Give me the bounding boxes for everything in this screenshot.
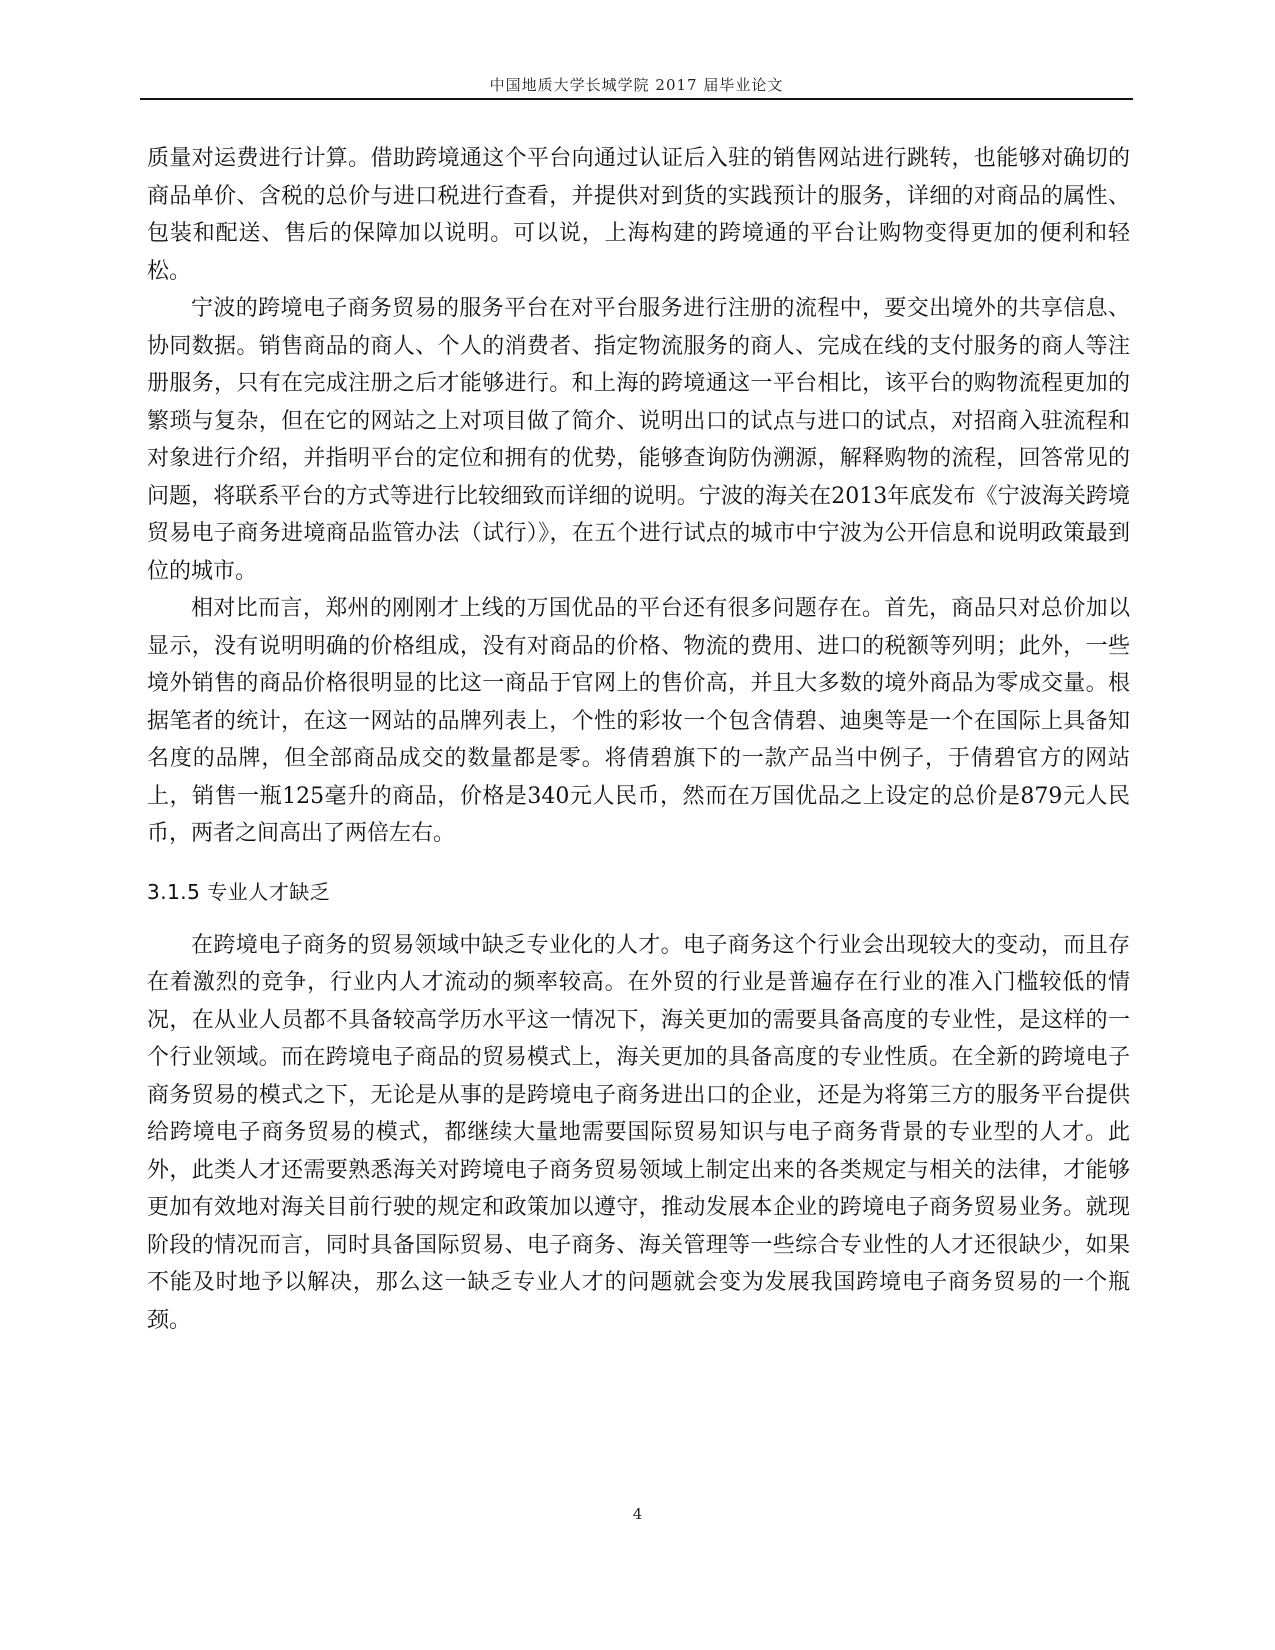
page-body [147,140,1130,1339]
body-paragraph: 质量对运费进行计算。借助跨境通这个平台向通过认证后入驻的销售网站进行跳转，也能够对确切的商品单价、含税的总价与进口税进行查看，并提供对到货的实践预计的服务，详细的对商品的属性、包装和配送、售后的保障加以说明。可以说，上海构建的跨境通的平台让购物变得更加的便利和轻松。 [147,146,1130,284]
body-paragraph: 相对比而言，郑州的刚刚才上线的万国优品的平台还有很多问题存在。首先，商品只对总价加以显示，没有说明明确的价格组成，没有对商品的价格、物流的费用、进口的税额等列明；此外，一些境外销售的商品价格很明显的比这一商品于官网上的售价高，并且大多数的境外商品为零成交量。根据笔者的统计，在这一网站的品牌列表上，个性的彩妆一个包含倩碧、迪奥等是一个在国际上具备知名度的品牌，但全部商品成交的数量都是零。将倩碧旗下的一款产品当中例子，于倩碧官方的网站上，销售一瓶125毫升的商品，价格是340元人民币，然而在万国优品之上设定的总价是879元人民币，两者之间高出了两倍左右。 [147,596,1130,846]
running-header: 中国地质大学长城学院 2017 届毕业论文 [489,76,784,94]
body-paragraph: 在跨境电子商务的贸易领域中缺乏专业化的人才。电子商务这个行业会出现较大的变动，而且存在着激烈的竞争，行业内人才流动的频率较高。在外贸的行业是普遍存在行业的准入门槛较低的情况，在从业人员都不具备较高学历水平这一情况下，海关更加的需要具备高度的专业性，是这样的一个行业领域。而在跨境电子商品的贸易模式上，海关更加的具备高度的专业性质。在全新的跨境电子商务贸易的模式之下，无论是从事的是跨境电子商务进出口的企业，还是为将第三方的服务平台提供给跨境电子商务贸易的模式，都继续大量地需要国际贸易知识与电子商务背景的专业型的人才。此外，此类人才还需要熟悉海关对跨境电子商务贸易领域上制定出来的各类规定与相关的法律，才能够更加有效地对海关目前行驶的规定和政策加以遵守，推动发展本企业的跨境电子商务贸易业务。就现阶段的情况而言，同时具备国际贸易、电子商务、海关管理等一些综合专业性的人才还很缺少，如果不能及时地予以解决，那么这一缺乏专业人才的问题就会变为发展我国跨境电子商务贸易的一个瓶颈。 [147,932,1130,1333]
section-heading: 3.1.5 专业人才缺乏 [147,879,331,904]
body-paragraph: 宁波的跨境电子商务贸易的服务平台在对平台服务进行注册的流程中，要交出境外的共享信息、协同数据。销售商品的商人、个人的消费者、指定物流服务的商人、完成在线的支付服务的商人等注册服务，只有在完成注册之后才能够进行。和上海的跨境通这一平台相比，该平台的购物流程更加的繁琐与复杂，但在它的网站之上对项目做了简介、说明出口的试点与进口的试点，对招商入驻流程和对象进行介绍，并指明平台的定位和拥有的优势，能够查询防伪溯源，解释购物的流程，回答常见的问题，将联系平台的方式等进行比较细致而详细的说明。宁波的海关在2013年底发布《宁波海关跨境贸易电子商务进境商品监管办法（试行）》，在五个进行试点的城市中宁波为公开信息和说明政策最到位的城市。 [147,296,1130,584]
page-number: 4 [632,1505,643,1523]
header-rule [140,98,1133,100]
